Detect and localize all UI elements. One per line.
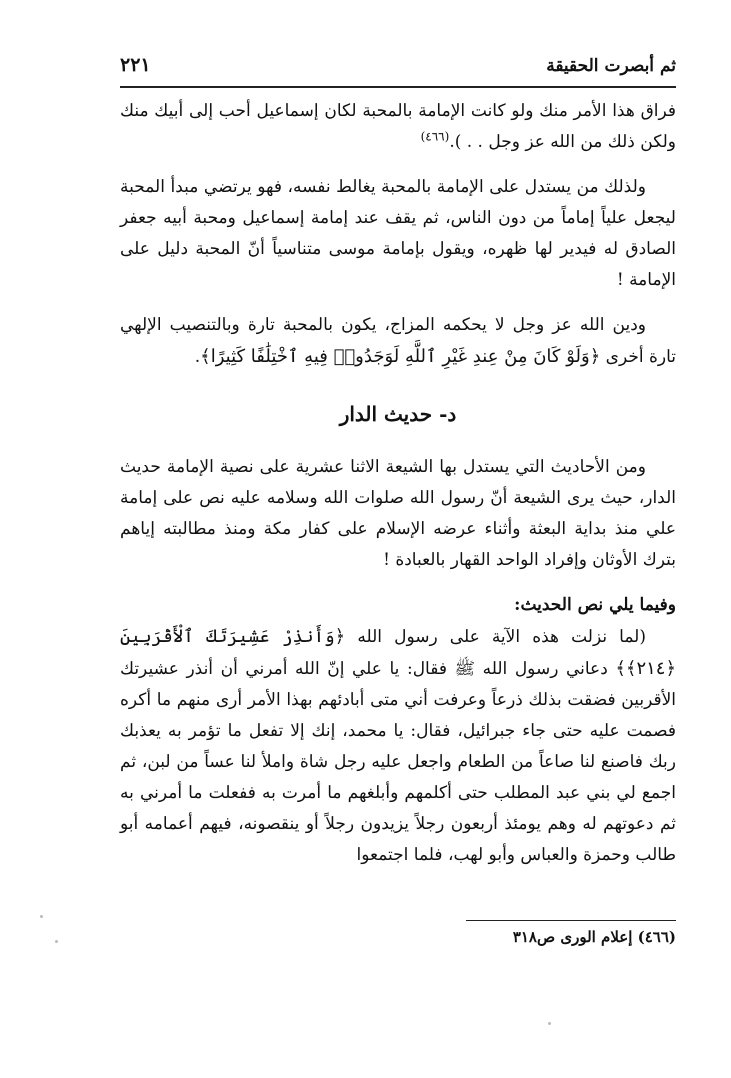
- page-header: [120, 52, 676, 88]
- scan-speck: [40, 915, 43, 918]
- hadith-body: دعاني رسول الله ﷺ فقال: يا علي إنّ الله أمرني أن أنذر عشيرتك الأقربين فضقت بذلك ذرعاً وعرفت أني متى أبادئهم بهذا الأمر أرى منهم ما أكره فصمت عليه حتى جاء جبرائيل، فقال: يا محمد، إنك إلا تفعل ما تؤمر به يعذبك ربك فاصنع لنا صاعاً من الطعام واجعل عليه رجل شاة واملأ لنا عساً من لبن، ثم اجمع لي بني عبد المطلب حتى أكلمهم وأبلغهم ما أمرت به ففعلت ما أمرني به ثم دعوتهم له وهم يومئذ أربعون رجلاً يزيدون رجلاً أو ينقصونه، فيهم أعمامه أبو طالب وحمزة والعباس وأبو لهب، فلما اجتمعوا: [120, 659, 676, 865]
- scan-speck: [548, 1022, 551, 1025]
- page-body: [120, 96, 676, 885]
- section-paragraph: [120, 452, 676, 576]
- page-number: ٢٢١: [120, 54, 151, 76]
- hadith-intro: (لما نزلت هذه الآية على رسول الله: [357, 627, 646, 647]
- quran-verse: ﴿وَلَوْ كَانَ مِنْ عِندِ غَيْرِ ٱللَّهِ لَوَجَدُوا۟ فِيهِ ٱخْتِلَٰفًا كَثِيرًا﴾: [200, 346, 601, 367]
- running-title: ثم أبصرت الحقيقة: [546, 56, 676, 76]
- scan-speck: [55, 940, 58, 943]
- paragraph-2: [120, 172, 676, 296]
- paragraph-1-text: فراق هذا الأمر منك ولو كانت الإمامة بالمحبة لكان إسماعيل أحب إلى أبيك منك ولكن ذلك من الله عز وجل . . ).: [120, 101, 676, 152]
- paragraph-1: [120, 96, 676, 158]
- section-heading: د- حديث الدار: [339, 402, 457, 426]
- footnote-divider: [466, 920, 676, 921]
- footnote: (٤٦٦) إعلام الورى ص٣١٨: [512, 928, 676, 946]
- hadith-subheading: وفيما يلي نص الحديث:: [514, 595, 676, 615]
- footnote-reference: (٤٦٦): [420, 129, 450, 144]
- paragraph-3-text: ودين الله عز وجل لا يحكمه المزاج، يكون بالمحبة تارة وبالتنصيب الإلهي تارة أخرى: [120, 315, 676, 367]
- paragraph-3-end: .: [194, 347, 201, 367]
- hadith-text-block: [120, 621, 676, 871]
- paragraph-3: [120, 310, 676, 373]
- paragraph-2-text: ولذلك من يستدل على الإمامة بالمحبة يغالط نفسه، فهو يرتضي مبدأ المحبة ليجعل علياً إماماً من دون الناس، ثم يقف عند إمامة إسماعيل ومحبة أبيه جعفر الصادق له فيدير لها ظهره، ويقول بإمامة موسى متناسياً أنّ المحبة دليل على الإمامة !: [120, 177, 676, 290]
- hadith-quran-verse: ﴿وَأَنذِرْ عَشِيرَتَكَ ٱلْأَقْرَبِينَ ﴿٢١٤﴾﴾: [120, 626, 676, 679]
- section-paragraph-text: ومن الأحاديث التي يستدل بها الشيعة الاثنا عشرية على نصية الإمامة حديث الدار، حيث يرى الشيعة أنّ رسول الله صلوات الله وسلامه عليه نص على إمامة علي منذ بداية البعثة وأثناء عرضه الإسلام على كفار مكة ومنذ مطالبته إياهم بترك الأوثان وإفراد الواحد القهار بالعبادة !: [120, 457, 676, 570]
